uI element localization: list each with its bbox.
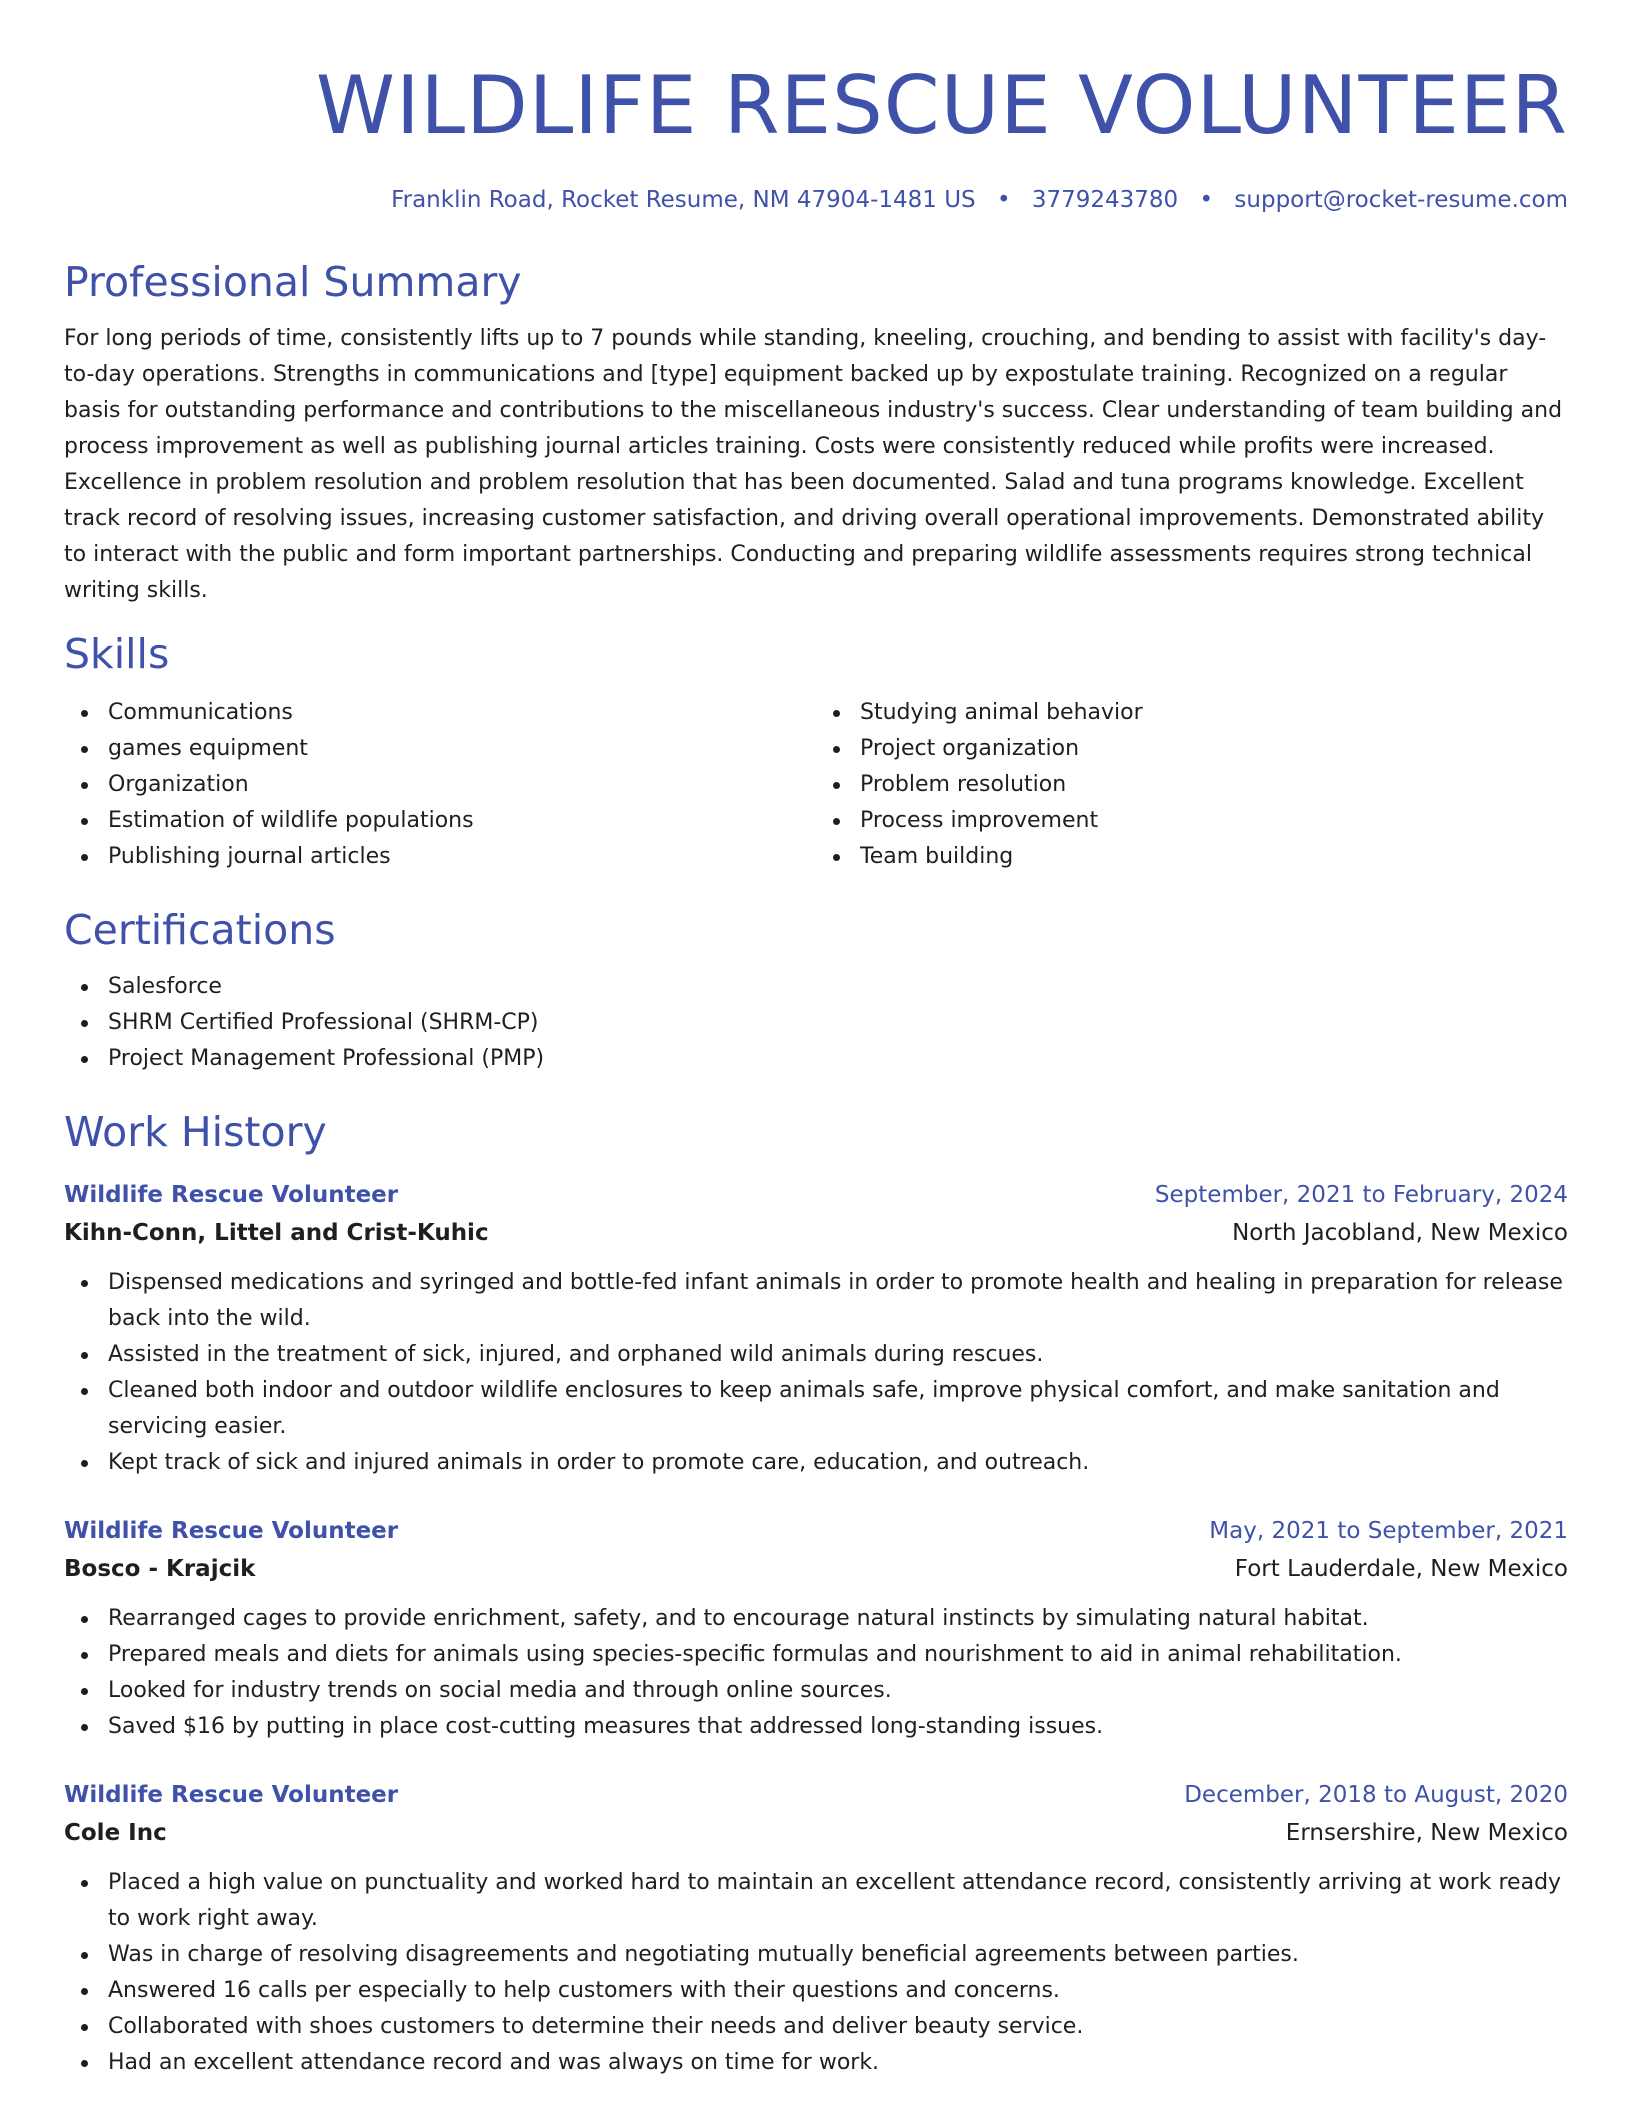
job-duty-item: Collaborated with shoes customers to determine their needs and deliver beauty service. [64,2009,1568,2045]
skill-item: Process improvement [816,803,1568,839]
skill-item: games equipment [64,731,816,767]
contact-separator: • [996,187,1011,213]
job-duties [64,1865,1568,2081]
skills-column-left [64,695,816,875]
skill-item: Project organization [816,731,1568,767]
skill-item: Studying animal behavior [816,695,1568,731]
certification-item: SHRM Certified Professional (SHRM-CP) [64,1005,1568,1041]
job-location: Fort Lauderdale, New Mexico [1234,1556,1568,1582]
job-duty-item: Saved $16 by putting in place cost-cutting measures that addressed long-standing issues. [64,1709,1568,1745]
job-header [64,1177,1568,1213]
work-history-heading: Work History [64,1108,327,1156]
skills-heading: Skills [64,630,170,678]
job-entry [64,1513,1568,1745]
skill-item: Team building [816,839,1568,875]
job-title: Wildlife Rescue Volunteer [64,1518,399,1544]
certifications-list [64,969,1568,1077]
skill-item: Problem resolution [816,767,1568,803]
job-duty-item: Rearranged cages to provide enrichment, safety, and to encourage natural instincts by simulating natural habitat. [64,1601,1568,1637]
job-location: Ernsershire, New Mexico [1285,1820,1568,1846]
resume-name: WILDLIFE RESCUE VOLUNTEER [315,59,1568,152]
certifications-heading: Certifications [64,906,336,954]
job-dates: September, 2021 to February, 2024 [1154,1182,1568,1208]
skill-item: Estimation of wildlife populations [64,803,816,839]
job-company: Cole Inc [64,1820,167,1846]
job-title: Wildlife Rescue Volunteer [64,1782,399,1808]
job-header [64,1777,1568,1813]
job-dates: December, 2018 to August, 2020 [1184,1782,1568,1808]
certification-item: Project Management Professional (PMP) [64,1041,1568,1077]
job-title: Wildlife Rescue Volunteer [64,1182,399,1208]
summary-heading: Professional Summary [64,258,522,306]
job-duty-item: Assisted in the treatment of sick, injured, and orphaned wild animals during rescues. [64,1337,1568,1373]
job-duties [64,1265,1568,1481]
contact-phone: 3779243780 [1031,187,1179,213]
resume-page [64,0,1568,2081]
job-duty-item: Looked for industry trends on social media and through online sources. [64,1673,1568,1709]
job-duty-item: Dispensed medications and syringed and bottle-fed infant animals in order to promote health and healing in preparation for release back into the wild. [64,1265,1568,1337]
job-company: Kihn-Conn, Littel and Crist-Kuhic [64,1220,489,1246]
contact-email: support@rocket-resume.com [1234,187,1568,213]
job-subheader [64,1813,1568,1853]
job-duty-item: Was in charge of resolving disagreements and negotiating mutually beneficial agreements between parties. [64,1937,1568,1973]
skill-item: Communications [64,695,816,731]
job-subheader [64,1549,1568,1589]
job-subheader [64,1213,1568,1253]
job-location: North Jacobland, New Mexico [1232,1220,1568,1246]
job-dates: May, 2021 to September, 2021 [1209,1518,1568,1544]
job-company: Bosco - Krajcik [64,1556,256,1582]
job-header [64,1513,1568,1549]
contact-line [64,184,1568,216]
summary-text: For long periods of time, consistently lifts up to 7 pounds while standing, kneeling, crouching, and bending to assist with facility's day-to-day operations. Strengths in communications and [type] equipment backed up by expostulate training. Recognized on a regular basis for outstanding performance and contributions to the miscellaneous industry's success. Clear understanding of team building and process improvement as well as publishing journal articles training. Costs were consistently reduced while profits were increased. Excellence in problem resolution and problem resolution that has been documented. Salad and tuna programs knowledge. Excellent track record of resolving issues, increasing customer satisfaction, and driving overall operational improvements. Demonstrated ability to interact with the public and form important partnerships. Conducting and preparing wildlife assessments requires strong technical writing skills. [64,326,1563,603]
job-duty-item: Answered 16 calls per especially to help customers with their questions and concerns. [64,1973,1568,2009]
job-entry [64,1777,1568,2081]
job-duties [64,1601,1568,1745]
skill-item: Publishing journal articles [64,839,816,875]
certification-item: Salesforce [64,969,1568,1005]
job-duty-item: Had an excellent attendance record and was always on time for work. [64,2045,1568,2081]
contact-address: Franklin Road, Rocket Resume, NM 47904-1481 US [391,187,976,213]
job-entry [64,1177,1568,1481]
skills-list [64,695,1568,875]
job-duty-item: Prepared meals and diets for animals using species-specific formulas and nourishment to aid in animal rehabilitation. [64,1637,1568,1673]
skill-item: Organization [64,767,816,803]
job-duty-item: Placed a high value on punctuality and worked hard to maintain an excellent attendance record, consistently arriving at work ready to work right away. [64,1865,1568,1937]
contact-separator: • [1199,187,1214,213]
skills-column-right [816,695,1568,875]
job-duty-item: Kept track of sick and injured animals in order to promote care, education, and outreach. [64,1445,1568,1481]
job-duty-item: Cleaned both indoor and outdoor wildlife enclosures to keep animals safe, improve physical comfort, and make sanitation and servicing easier. [64,1373,1568,1445]
